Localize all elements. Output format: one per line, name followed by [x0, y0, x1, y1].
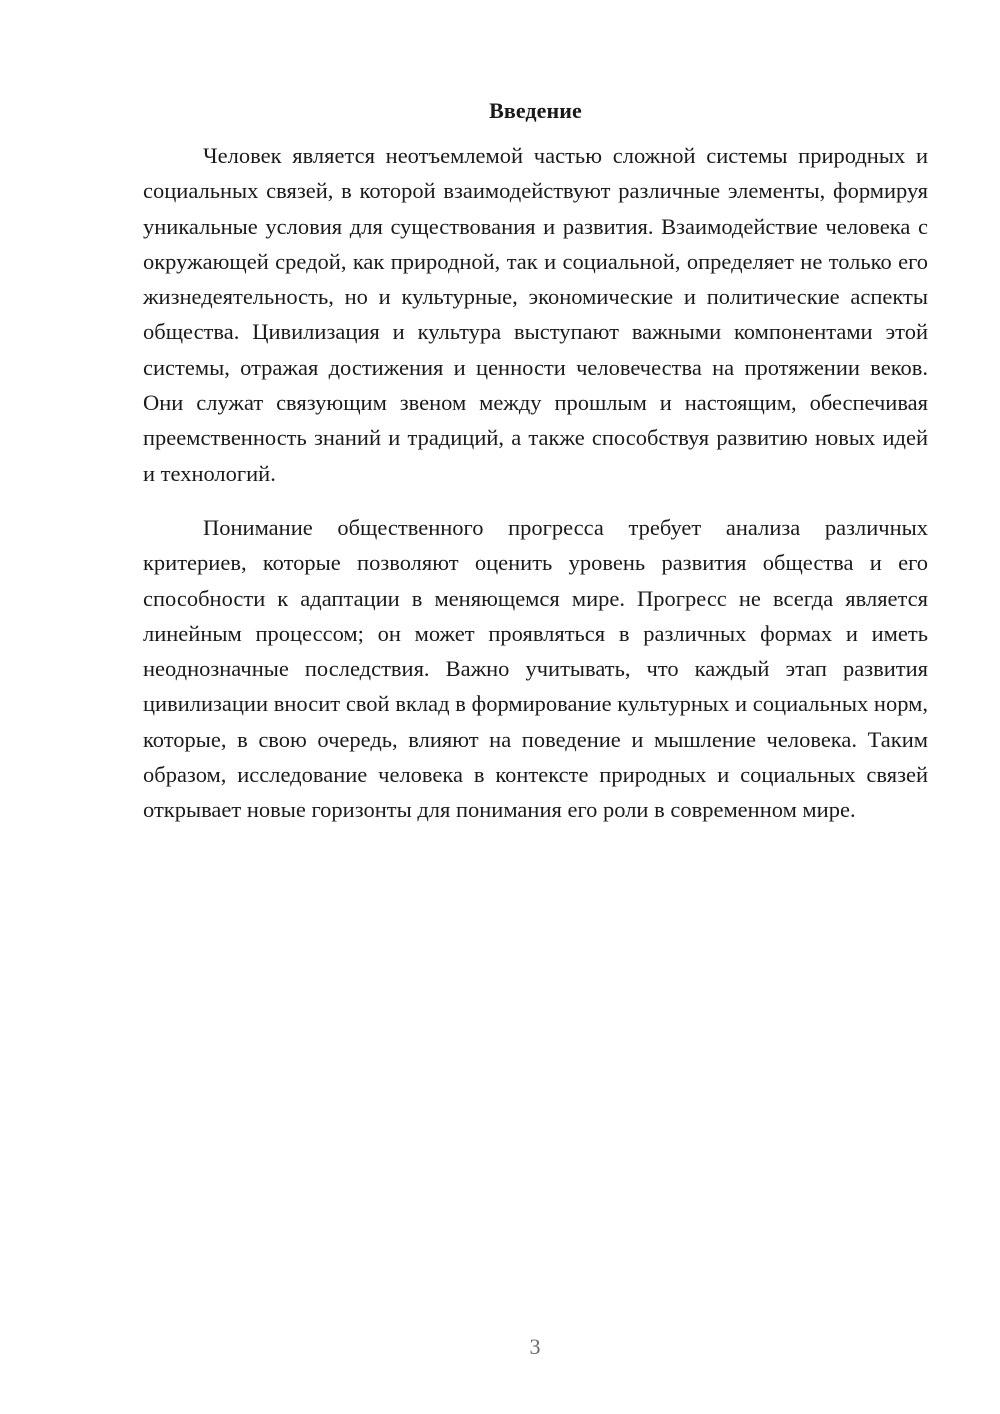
- page-content: [143, 96, 928, 828]
- section-heading: Введение: [489, 98, 582, 123]
- paragraph-1: Человек является неотъемлемой частью сложной системы природных и социальных связей, в которой взаимодействуют различные элементы, формируя уникальные условия для существования и развития. Взаимодействие человека с окружающей средой, как природной, так и социальной, определяет не только его жизнедеятельность, но и культурные, экономические и политические аспекты общества. Цивилизация и культура выступают важными компонентами этой системы, отражая достижения и ценности человечества на протяжении веков. Они служат связующим звеном между прошлым и настоящим, обеспечивая преемственность знаний и традиций, а также способствуя развитию новых идей и технологий.: [143, 143, 928, 486]
- page-number: 3: [529, 1334, 541, 1359]
- paragraph-2: Понимание общественного прогресса требует анализа различных критериев, которые позволяют оценить уровень развития общества и его способности к адаптации в меняющемся мире. Прогресс не всегда является линейным процессом; он может проявляться в различных формах и иметь неоднозначные последствия. Важно учитывать, что каждый этап развития цивилизации вносит свой вклад в формирование культурных и социальных норм, которые, в свою очередь, влияют на поведение и мышление человека. Таким образом, исследование человека в контексте природных и социальных связей открывает новые горизонты для понимания его роли в современном мире.: [143, 514, 928, 823]
